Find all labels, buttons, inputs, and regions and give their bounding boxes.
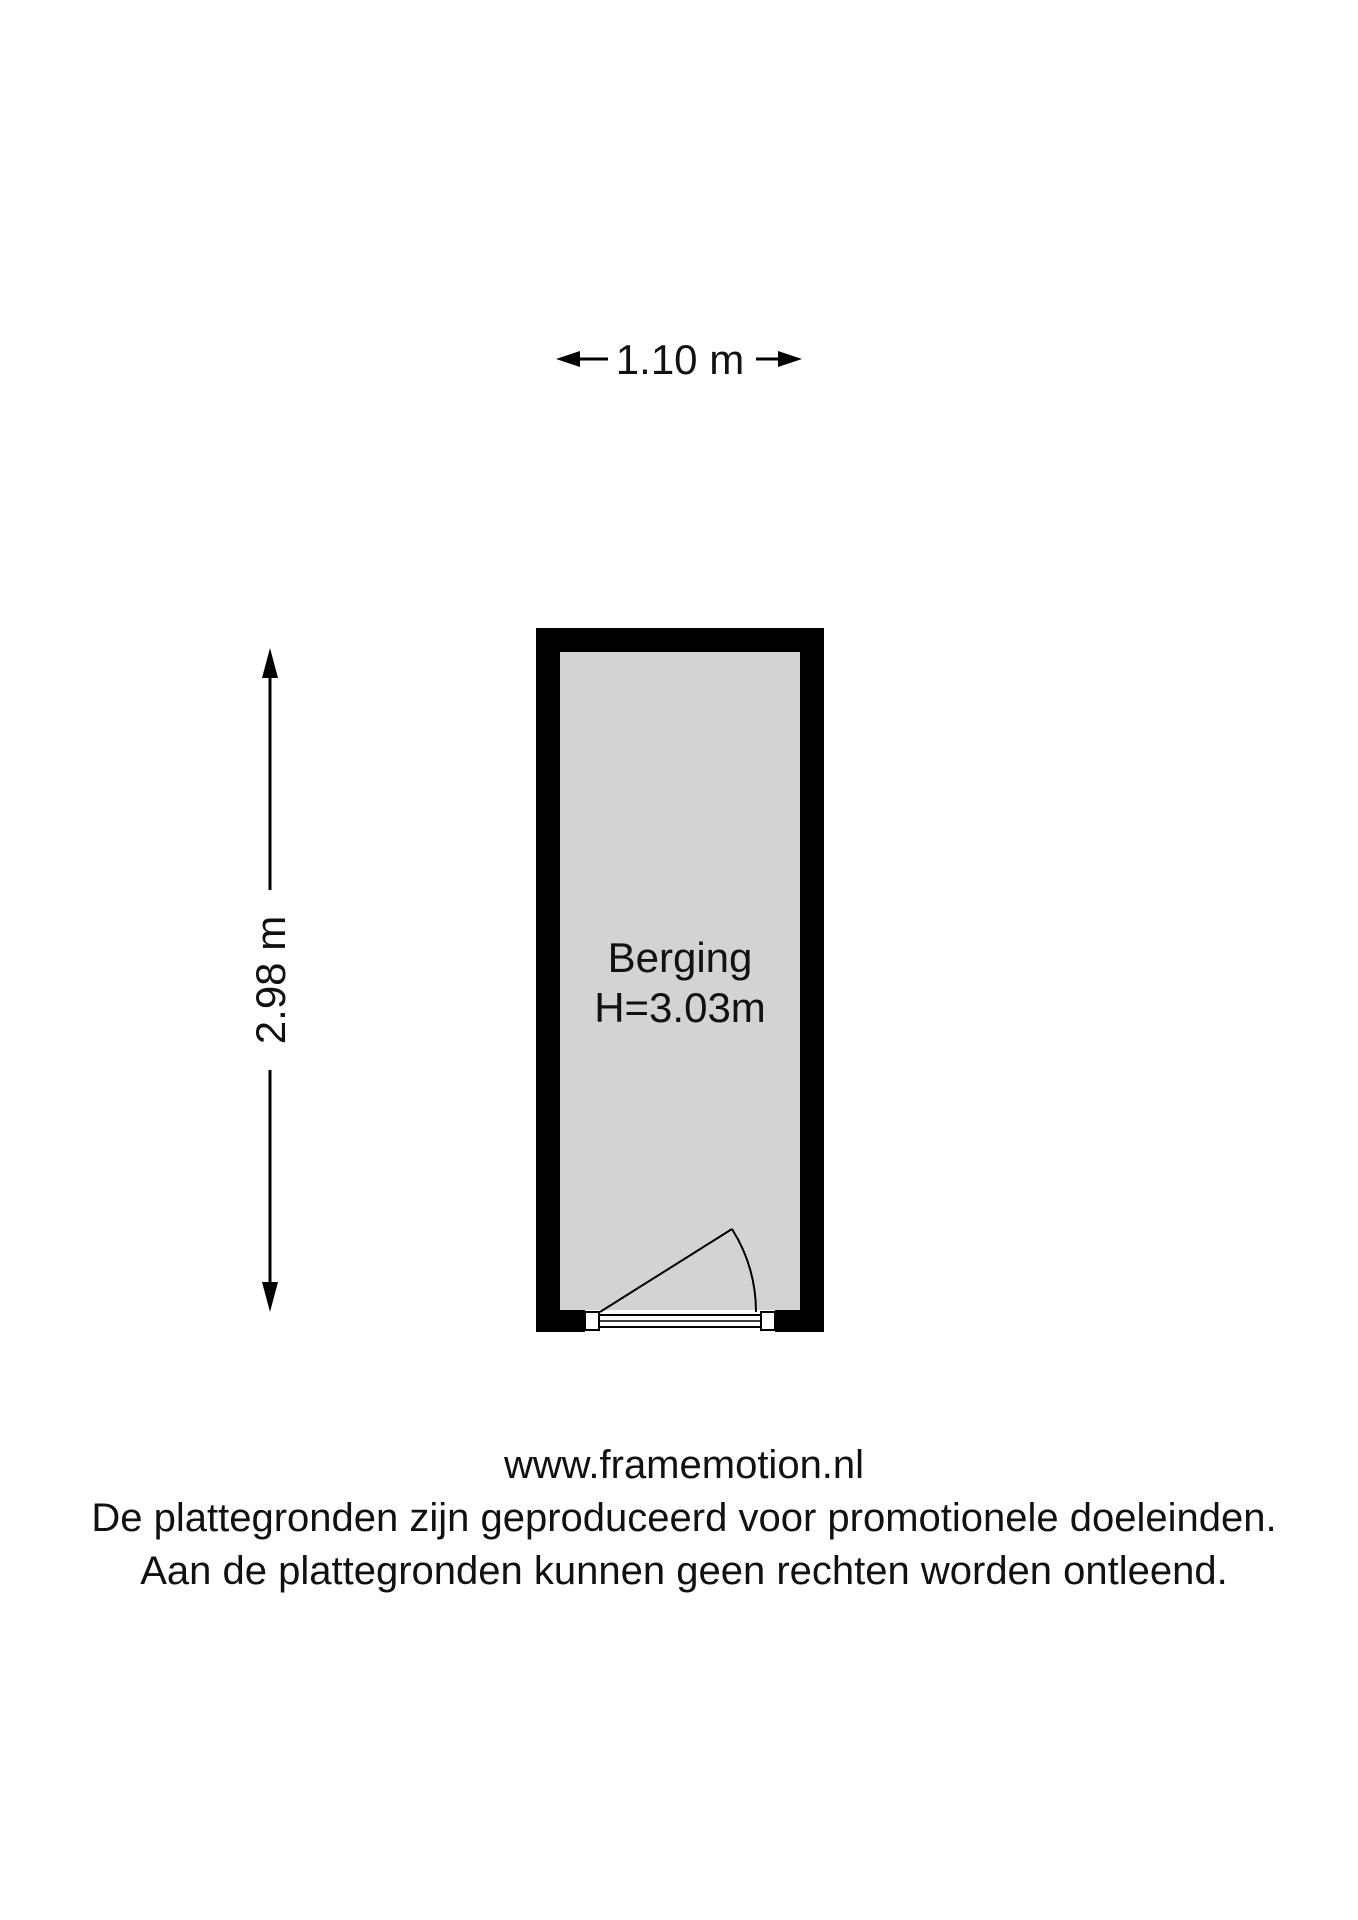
room-floor [560,652,800,1310]
room-berging [536,628,824,1332]
height-arrow-up-icon [262,648,278,678]
height-arrow-down-icon [262,1282,278,1312]
room-name-label: Berging [607,934,753,981]
door-jamb-left [585,1312,599,1330]
footer-disclaimer-line2: Aan de plattegronden kunnen geen rechten worden ontleend. [140,1549,1228,1593]
door-jamb-right [761,1312,775,1330]
height-dimension-label: 2.98 m [247,915,294,1045]
height-dimension [247,648,294,1312]
footer-website: www.framemotion.nl [503,1443,865,1487]
room-height-label: H=3.03m [594,984,766,1031]
width-dimension-label: 1.10 m [615,336,745,383]
footer-disclaimer-line1: De plattegronden zijn geproduceerd voor promotionele doeleinden. [91,1496,1277,1540]
width-arrow-right-icon [778,351,802,367]
width-dimension [556,336,802,383]
width-arrow-left-icon [556,351,580,367]
footer [91,1443,1276,1593]
